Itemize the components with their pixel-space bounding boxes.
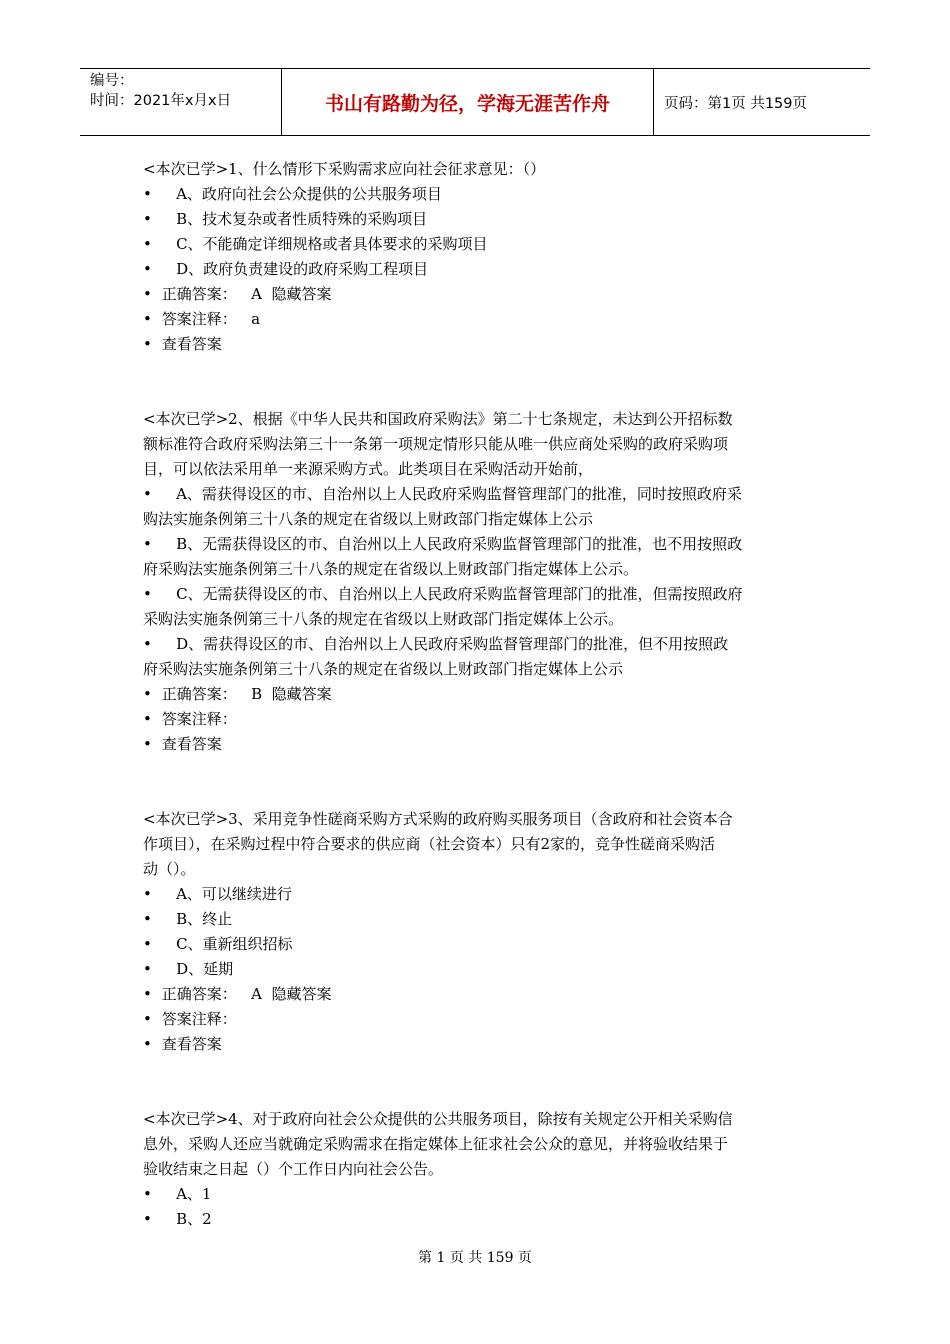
bullet-icon: •	[143, 635, 152, 653]
list-item	[143, 232, 807, 257]
bullet-icon: •	[143, 185, 152, 203]
bullet-icon: •	[143, 685, 152, 703]
list-item	[143, 257, 807, 282]
bullet-icon: •	[143, 910, 152, 928]
list-item	[143, 932, 807, 957]
list-item-text: A、可以继续进行	[157, 885, 292, 903]
list-item-text: B、2	[157, 1210, 212, 1228]
list-item-text: 查看答案	[157, 735, 222, 753]
list-item	[143, 482, 807, 507]
question-block	[143, 407, 807, 757]
date-line: 时间：2021年x月x日	[90, 93, 232, 109]
list-item-text: A、需获得设区的市、自治州以上人民政府采购监督管理部门的批准，同时按照政府采	[157, 485, 742, 503]
bullet-icon: •	[143, 985, 152, 1003]
list-item-text: C、不能确定详细规格或者具体要求的采购项目	[157, 235, 488, 253]
bullet-icon: •	[143, 585, 152, 603]
list-item	[143, 682, 807, 707]
list-item-text: 正确答案： A 隐藏答案	[157, 985, 332, 1003]
list-item	[143, 732, 807, 757]
question-text: 验收结束之日起（）个工作日内向社会公告。	[143, 1160, 444, 1178]
bullet-icon: •	[143, 485, 152, 503]
page-header	[80, 68, 870, 136]
list-item-text: C、重新组织招标	[157, 935, 293, 953]
list-item	[143, 607, 807, 632]
list-item-text: 正确答案： A 隐藏答案	[157, 285, 332, 303]
list-item	[143, 632, 807, 657]
question-text: 额标准符合政府采购法第三十一条第一项规定情形只能从唯一供应商处采购的政府采购项	[143, 435, 729, 453]
list-item	[143, 207, 807, 232]
page-footer: 第 1 页 共 159 页	[418, 1250, 532, 1266]
list-item	[143, 957, 807, 982]
bullet-icon: •	[143, 260, 152, 278]
bullet-icon: •	[143, 210, 152, 228]
list-item-text: C、无需获得设区的市、自治州以上人民政府采购监督管理部门的批准，但需按照政府	[157, 585, 743, 603]
list-item-text: D、延期	[157, 960, 234, 978]
bullet-icon: •	[143, 935, 152, 953]
header-page-info: 页码：第1页 共159页	[664, 95, 808, 112]
list-item-text: 购法实施条例第三十八条的规定在省级以上财政部门指定媒体上公示	[143, 510, 594, 528]
bullet-icon: •	[143, 710, 152, 728]
list-item-text: D、政府负责建设的政府采购工程项目	[157, 260, 429, 278]
list-item-text: 正确答案： B 隐藏答案	[157, 685, 332, 703]
list-item-text: D、需获得设区的市、自治州以上人民政府采购监督管理部门的批准，但不用按照政	[157, 635, 729, 653]
list-item-text: B、终止	[157, 910, 233, 928]
list-item-text: B、无需获得设区的市、自治州以上人民政府采购监督管理部门的批准，也不用按照政	[157, 535, 743, 553]
bullet-icon: •	[143, 335, 152, 353]
question-block	[143, 157, 807, 357]
question-text: <本次已学>3、采用竞争性磋商采购方式采购的政府购买服务项目（含政府和社会资本合	[143, 810, 733, 828]
list-item	[143, 1007, 807, 1032]
bullet-icon: •	[143, 1210, 152, 1228]
question-text: 动（）。	[143, 860, 196, 878]
list-item	[143, 557, 807, 582]
bullet-icon: •	[143, 960, 152, 978]
question-text: <本次已学>4、对于政府向社会公众提供的公共服务项目，除按有关规定公开相关采购信	[143, 1110, 733, 1128]
question-text: <本次已学>1、什么情形下采购需求应向社会征求意见：（）	[143, 160, 546, 178]
list-item-text: 查看答案	[157, 335, 222, 353]
header-motto: 书山有路勤为径，学海无涯苦作舟	[282, 69, 654, 135]
bullet-icon: •	[143, 1035, 152, 1053]
question-list	[143, 157, 807, 1232]
number-label: 编号：	[90, 73, 134, 89]
question-text: <本次已学>2、根据《中华人民共和国政府采购法》第二十七条规定，未达到公开招标数	[143, 410, 733, 428]
list-item	[143, 907, 807, 932]
question-text: 目，可以依法采用单一来源采购方式。此类项目在采购活动开始前，	[143, 460, 594, 478]
list-item	[143, 307, 807, 332]
list-item	[143, 582, 807, 607]
list-item	[143, 1182, 807, 1207]
list-item-text: 采购法实施条例第三十八条的规定在省级以上财政部门指定媒体上公示。	[143, 610, 624, 628]
list-item-text: 答案注释： a	[157, 310, 261, 328]
list-item	[143, 882, 807, 907]
list-item	[143, 282, 807, 307]
list-item-text: 府采购法实施条例第三十八条的规定在省级以上财政部门指定媒体上公示。	[143, 560, 639, 578]
list-item	[143, 657, 807, 682]
list-item	[143, 182, 807, 207]
list-item	[143, 1207, 807, 1232]
bullet-icon: •	[143, 235, 152, 253]
bullet-icon: •	[143, 1185, 152, 1203]
list-item-text: A、1	[157, 1185, 212, 1203]
question-gap	[143, 757, 807, 807]
list-item-text: 答案注释：	[157, 1010, 237, 1028]
header-meta	[80, 69, 282, 135]
question-text: 作项目），在采购过程中符合要求的供应商（社会资本）只有2家的，竞争性磋商采购活	[143, 835, 716, 853]
list-item-text: A、政府向社会公众提供的公共服务项目	[157, 185, 442, 203]
list-item	[143, 1032, 807, 1057]
list-item-text: 答案注释：	[157, 710, 237, 728]
list-item	[143, 707, 807, 732]
bullet-icon: •	[143, 1010, 152, 1028]
list-item-text: 查看答案	[157, 1035, 222, 1053]
bullet-icon: •	[143, 310, 152, 328]
list-item-text: 府采购法实施条例第三十八条的规定在省级以上财政部门指定媒体上公示	[143, 660, 624, 678]
bullet-icon: •	[143, 535, 152, 553]
question-gap	[143, 357, 807, 407]
list-item-text: B、技术复杂或者性质特殊的采购项目	[157, 210, 428, 228]
question-block	[143, 1107, 807, 1232]
list-item	[143, 332, 807, 357]
list-item	[143, 532, 807, 557]
bullet-icon: •	[143, 285, 152, 303]
bullet-icon: •	[143, 885, 152, 903]
question-text: 息外，采购人还应当就确定采购需求在指定媒体上征求社会公众的意见，并将验收结果于	[143, 1135, 729, 1153]
question-block	[143, 807, 807, 1057]
list-item	[143, 507, 807, 532]
bullet-icon: •	[143, 735, 152, 753]
list-item	[143, 982, 807, 1007]
question-gap	[143, 1057, 807, 1107]
